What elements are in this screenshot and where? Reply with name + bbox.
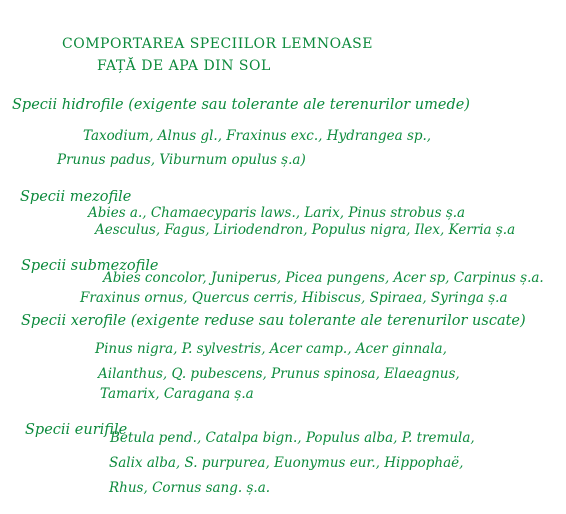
species-line: Abies a., Chamaecyparis laws., Larix, Pinus strobus ș.a: [88, 205, 466, 221]
group-heading-mezofile: Specii mezofile: [20, 189, 132, 205]
species-line: Prunus padus, Viburnum opulus ș.a): [57, 152, 306, 168]
species-line: Salix alba, S. purpurea, Euonymus eur., Hippophaë,: [109, 455, 464, 471]
group-heading-xerofile: Specii xerofile (exigente reduse sau tolerante ale terenurilor uscate): [21, 313, 526, 329]
group-heading-hidrofile: Specii hidrofile (exigente sau tolerante ale terenurilor umede): [12, 97, 470, 113]
species-line: Rhus, Cornus sang. ș.a.: [109, 480, 271, 496]
species-line: Fraxinus ornus, Quercus cerris, Hibiscus, Spiraea, Syringa ș.a: [80, 290, 508, 306]
group-heading-submezofile: Specii submezofile: [21, 258, 159, 274]
species-line: Abies concolor, Juniperus, Picea pungens, Acer sp, Carpinus ș.a.: [103, 270, 544, 286]
group-heading-eurifile: Specii eurifile: [25, 422, 128, 438]
species-line: Betula pend., Catalpa bign., Populus alba, P. tremula,: [110, 430, 475, 446]
species-line: Ailanthus, Q. pubescens, Prunus spinosa, Elaeagnus,: [98, 366, 460, 382]
species-line: Tamarix, Caragana ș.a: [100, 386, 254, 402]
page-title-line-2: FAȚĂ DE APA DIN SOL: [97, 58, 271, 74]
species-line: Taxodium, Alnus gl., Fraxinus exc., Hydrangea sp.,: [83, 128, 432, 144]
page-title-line-1: COMPORTAREA SPECIILOR LEMNOASE: [62, 36, 373, 52]
species-line: Pinus nigra, P. sylvestris, Acer camp., Acer ginnala,: [95, 341, 447, 357]
species-line: Aesculus, Fagus, Liriodendron, Populus nigra, Ilex, Kerria ș.a: [95, 222, 516, 238]
